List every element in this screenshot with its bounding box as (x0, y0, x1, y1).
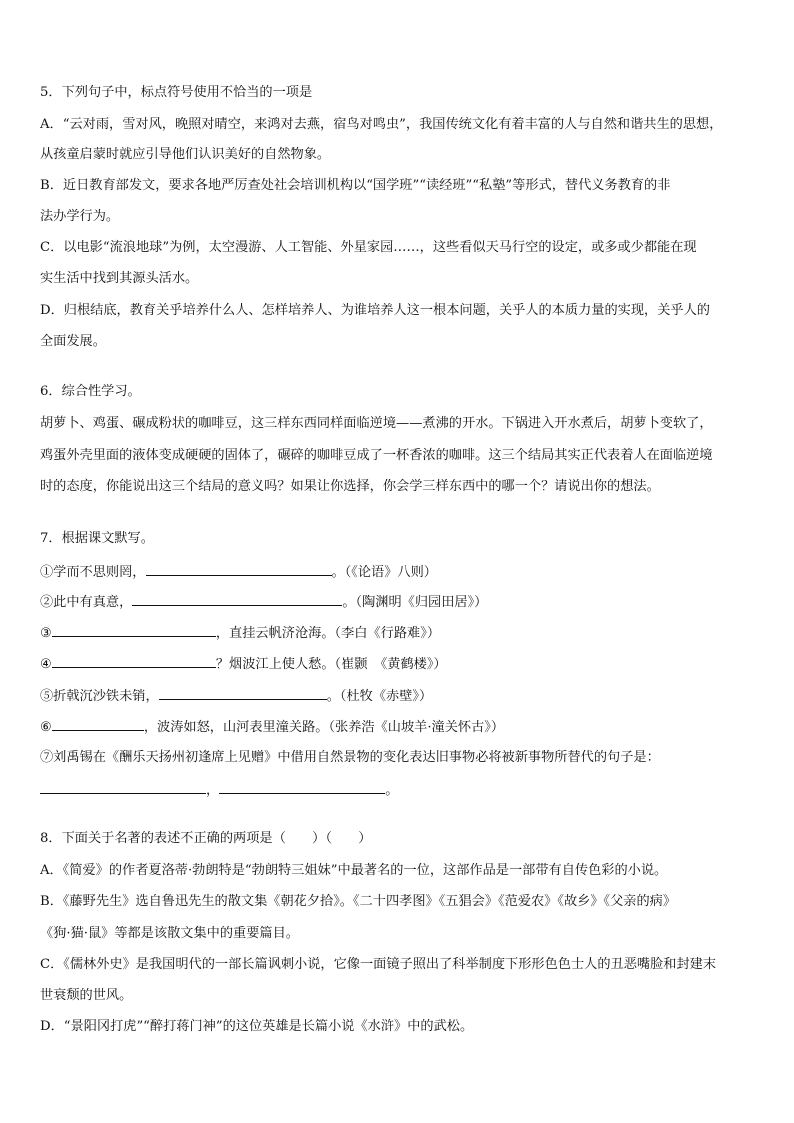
q5-option-c-line1: C．以电影“流浪地球”为例，太空漫游、人工智能、外星家园……，这些看似天马行空的设定，或多或少都能在现 (40, 240, 697, 255)
answer-blank[interactable] (219, 780, 385, 794)
q6-paragraph-line3: 时的态度，你能说出这三个结局的意义吗？如果让你选择，你会学三样东西中的哪一个？请说出你的想法。 (40, 479, 660, 494)
q8-option-a: A．《简爱》的作者夏洛蒂·勃朗特是“勃朗特三姐妹”中最著名的一位，这部作品是一部带有自传色彩的小说。 (40, 863, 668, 878)
q5-option-d-line1: D．归根结底，教育关乎培养什么人、怎样培养人、为谁培养人这一根本问题，关乎人的本质力量的实现，关乎人的 (40, 303, 710, 318)
answer-blank[interactable] (159, 686, 327, 700)
q5-option-a-line1: A．“云对雨，雪对风，晚照对晴空，来鸿对去燕，宿鸟对鸣虫”，我国传统文化有着丰富的人与自然和谐共生的思想， (40, 117, 723, 132)
question-7-stem: 7．根据课文默写。 (40, 531, 154, 546)
q8-option-b-line2: 《狗·猫·鼠》等都是该散文集中的重要篇目。 (40, 926, 299, 941)
q5-option-d-line2: 全面发展。 (40, 334, 106, 349)
answer-blank[interactable] (146, 562, 332, 576)
q8-option-d: D．“景阳冈打虎”“醉打蒋门神”的这位英雄是长篇小说《水浒》中的武松。 (40, 1019, 474, 1034)
q6-paragraph-line1: 胡萝卜、鸡蛋、碾成粉状的咖啡豆，这三样东西同样面临逆境——煮沸的开水。下锅进入开水煮后，胡萝卜变软了， (40, 416, 713, 431)
dictation-item-1: ①学而不思则罔， 。（《论语》八则） (40, 562, 437, 582)
question-5-stem: 5．下列句子中，标点符号使用不恰当的一项是 (40, 85, 313, 100)
dictation-item-3: ③ ，直挂云帆济沧海。（李白《行路难》） (40, 623, 440, 643)
dictation-item-5: ⑤折戟沉沙铁未销， 。（杜牧《赤壁》） (40, 686, 432, 706)
dictation-item-7-answer: ， 。 (40, 780, 398, 800)
q5-option-a-line2: 从孩童启蒙时就应引导他们认识美好的自然物象。 (40, 147, 331, 162)
answer-blank[interactable] (52, 654, 216, 668)
q5-option-c-line2: 实生活中找到其源头活水。 (40, 271, 199, 286)
dictation-item-2: ②此中有真意， 。（陶渊明《归园田居》） (40, 592, 487, 612)
q5-option-b-line2: 法办学行为。 (40, 209, 120, 224)
answer-blank[interactable] (132, 592, 342, 606)
answer-blank[interactable] (52, 623, 216, 637)
q6-paragraph-line2: 鸡蛋外壳里面的液体变成硬硬的固体了，碾碎的咖啡豆成了一杯香浓的咖啡。这三个结局其实正代表着人在面临逆境 (40, 448, 713, 463)
q8-option-c-line1: C．《儒林外史》是我国明代的一部长篇讽刺小说，它像一面镜子照出了科举制度下形形色色士人的丑恶嘴脸和封建末 (40, 957, 717, 972)
question-8-stem: 8．下面关于名著的表述不正确的两项是（ ）（ ） (40, 831, 372, 846)
q8-option-c-line2: 世衰颓的世风。 (40, 988, 133, 1003)
dictation-item-7: ⑦刘禹锡在《酬乐天扬州初逢席上见赠》中借用自然景物的变化表达旧事物必将被新事物所替代的句子是： (40, 750, 660, 765)
q5-option-b-line1: B．近日教育部发文，要求各地严厉查处社会培训机构以“国学班”“读经班”“私塾”等形式，替代义务教育的非 (40, 178, 671, 193)
question-6-stem: 6．综合性学习。 (40, 384, 141, 399)
dictation-item-4: ④ ？烟波江上使人愁。（崔颢 《黄鹤楼》） (40, 654, 447, 674)
dictation-item-6: ⑥ ，波涛如怒，山河表里潼关路。（张养浩《山坡羊·潼关怀古》） (40, 717, 504, 737)
q8-option-b-line1: B．《藤野先生》选自鲁迅先生的散文集《朝花夕拾》。《二十四孝图》《五猖会》《范爱农》《故乡》《父亲的病》 (40, 894, 677, 909)
answer-blank[interactable] (52, 717, 144, 731)
answer-blank[interactable] (40, 780, 206, 794)
